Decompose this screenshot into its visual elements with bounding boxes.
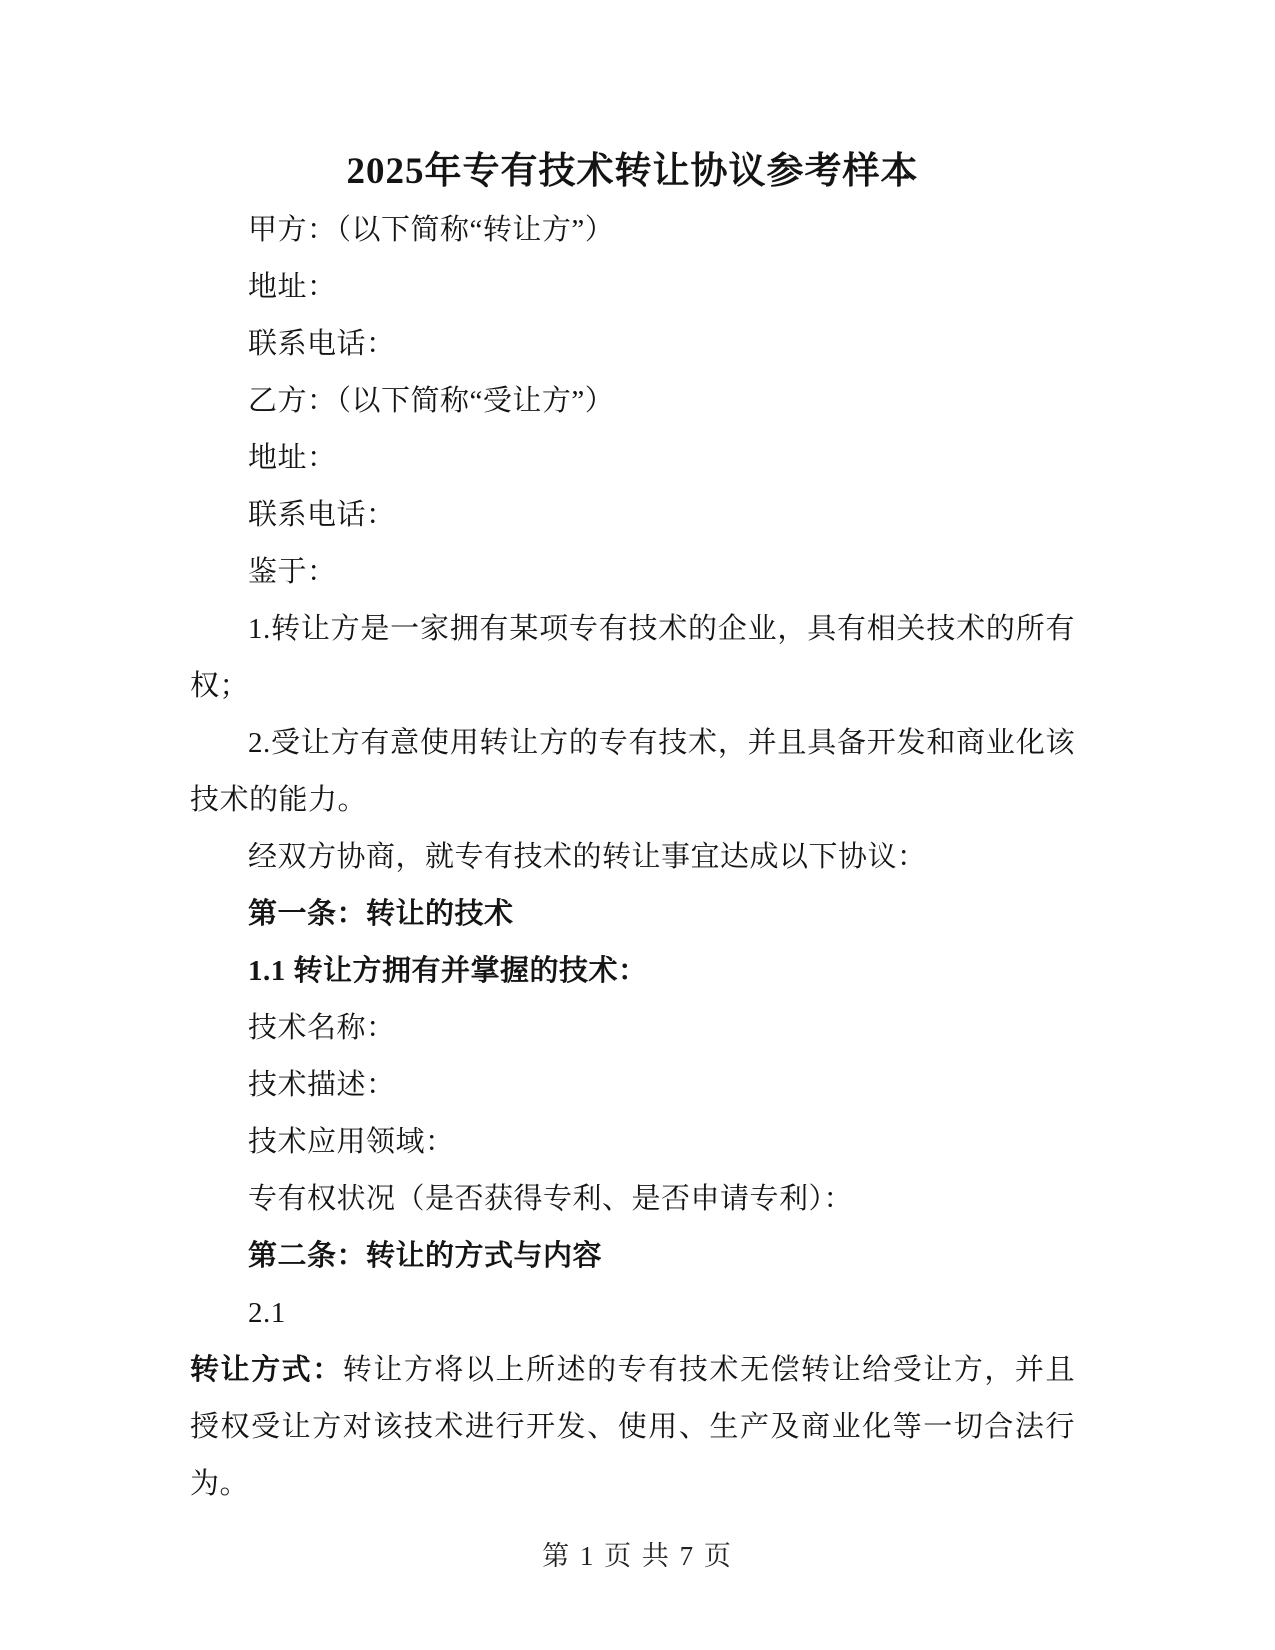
document-title: 2025年专有技术转让协议参考样本: [346, 151, 919, 192]
agreement-intro: 经双方协商，就专有技术的转让事宜达成以下协议：: [248, 841, 927, 873]
party-a-phone-label: 联系电话：: [248, 328, 396, 360]
transfer-method-label: 转让方式：: [190, 1354, 343, 1386]
transfer-method-text: 转让方将以上所述的专有技术无偿转让给受让方，并且授权受让方对该技术进行开发、使用、生产及商业化等一切合法行为。: [190, 1354, 1075, 1500]
party-a-address-label: 地址：: [248, 271, 337, 303]
whereas-label: 鉴于：: [248, 556, 337, 588]
clause-1-1-heading: 1.1 转让方拥有并掌握的技术：: [248, 955, 648, 987]
article-2-heading: 第二条：转让的方式与内容: [248, 1240, 603, 1272]
transfer-method-paragraph: [190, 1342, 1075, 1513]
tech-name-label: 技术名称：: [248, 1012, 396, 1044]
clause-2-1-number: 2.1: [248, 1297, 286, 1329]
party-a-line: 甲方：（以下简称“转让方”）: [248, 214, 615, 246]
page-footer: 第 1 页 共 7 页: [542, 1541, 733, 1571]
party-b-phone-label: 联系电话：: [248, 499, 396, 531]
document-content: [190, 143, 1075, 1513]
recital-2: 2.受让方有意使用转让方的专有技术，并且具备开发和商业化该技术的能力。: [190, 727, 1075, 816]
tech-application-label: 技术应用领域：: [248, 1126, 455, 1158]
article-1-heading: 第一条：转让的技术: [248, 898, 514, 930]
tech-description-label: 技术描述：: [248, 1069, 396, 1101]
party-b-line: 乙方：（以下简称“受让方”）: [248, 385, 615, 417]
party-b-address-label: 地址：: [248, 442, 337, 474]
patent-status-label: 专有权状况（是否获得专利、是否申请专利）：: [248, 1183, 854, 1215]
recital-1: 1.转让方是一家拥有某项专有技术的企业，具有相关技术的所有权；: [190, 613, 1075, 702]
